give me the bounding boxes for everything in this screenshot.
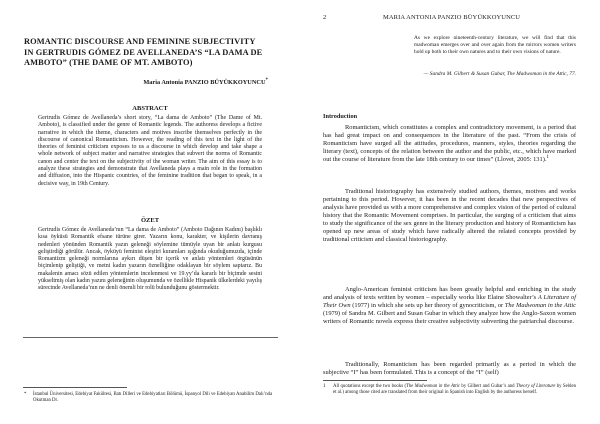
footnote-mark: * [24,392,27,397]
epigraph-quote: As we explore nineteenth-century literature, we will find that this madwoman emerges over and over again from the mirrors women writers hold up both to their own natures and to their own visions of nature. [414,35,576,55]
footnote-text [333,384,576,396]
epigraph-source: — Sandra M. Gilbert & Susan Gubar, The Madwoman in the Attic, 77. [423,71,576,77]
paragraph-3-text-c: (1979) of Sandra M. Gilbert and Susan Gubar in which they analyze how the Anglo-Saxon women writers of Romantic novels express their creative subjectivity subverting the patriarchal discourse. [323,310,576,326]
paragraph-3-text-b: (1977) in which she sets up her theory of gynocriticism, or [350,302,505,310]
ozet-text: Gertrudis Gómez de Avellaneda’nın “La dama de Amboto” (Amboto Dağının Kadını) başlıklı kısa öyküsü Romantik efsane türüne girer. Yazarın konu, karakter, ve kişilerin davranış nedenleri yönünden Romantik yazın geleneği söylemine tümüyle uyan bir anlatı kurgusu geliştirdiği görülür. Ancak, öyküyü feminist eleştiri kuramları ışığında okuduğumuzda, içinde Romantizm geleneği normlarına aykırı düşen bir içerik ve anlatı yöntemleri örgüsünün biçimlenip geliştiği, ve metni kadın yazarın öznelliğine odaklayan bir söylem saptarız. Bu makalenin amacı sözü edilen yöntemlerin incelenmesi ve 19.yy’da kararlı bir biçimde sesini yükseltmiş olan kadın yazını geleneğinin oluşumunda ve özellikle Hispanik ülkelerdeki yayılış sürecinde Avellaneda’nın ne denli önemli bir rolü bulunduğunu göstermektir. [38,227,262,292]
article-title: ROMANTIC DISCOURSE AND FEMININE SUBJECTIVITY IN GERTRUDIS GÓMEZ DE AVELLANEDA’S “LA DAMA DE AMBOTO” (THE DAME OF MT. AMBOTO) [24,37,263,67]
right-page [300,0,600,424]
paragraph-4-text: Traditionally, Romanticism has been regarded primarily as a period in which the subjective “I” has been formulated. This is a concept of the “I” (self) [323,361,576,377]
author-name-text: Maria Antonia PANZIO BÜYÜKKOYUNCU [143,79,266,87]
paragraph-4 [323,361,576,377]
footnote-ref-1[interactable]: 1 [546,155,549,161]
footnote-book-theory-of-literature: Theory of Literature [515,384,556,389]
paragraph-3-text-a: Anglo-American feminist criticism has been greatly helpful and enriching in the study and analysis of texts written by women – especially works like Elaine Showalter’s [323,286,576,302]
footnote-rule [323,380,427,381]
footnote-1 [323,384,576,396]
page-number: 2 [323,14,327,21]
introduction-heading: Introduction [323,113,358,120]
paragraph-1-text: Romanticism, which constitutes a complex and contradictory movement, is a period that has had great impact on and consequences in the literature of the past. “From the crisis of Romanticism have surged all the attitudes, procedures, manners, styles, theories regarding the literary (text), concepts of the relation between the author and the public, etc., which have marked out the course of literature from the late 18th century to our times” (Llovet, 2005: 131). [323,124,576,164]
paragraph-1 [323,124,576,164]
running-head: MARIA ANTONIA PANZIO BÜYÜKKOYUNCU [383,14,521,21]
footnote-rule [23,387,127,388]
paragraph-2 [323,188,576,244]
paragraph-3 [323,286,576,326]
abstract-text: Gertrudis Gómez de Avellaneda’s short story, “La dama de Amboto” (The Dame of Mt. Amboto), is classified under the genre of Romantic legends. The authoress develops a fictive narrative in which the theme, characters and motives inscribe themselves perfectly in the discourse of canonical Romanticism. However, the reading of this text in the light of the theories of feminist criticism exposes to us a discourse in which develop and take shape a whole network of subject matter and narrative strategies that subvert the norms of Romantic canon and center the text on the subjectivity of the woman writer. The aim of this essay is to analyze these strategies and demonstrate that Avellaneda plays a main role in the formation and diffusion, into the Hispanic countries, of the feminine tradition that began to speak, in a decisive way, in 19th Century. [38,115,262,187]
section-divider [23,337,278,338]
footnote-text-a: All quotations except the two books ( [333,384,407,389]
book-title-madwoman-in-the-attic: The Madwoman in the Attic [504,302,576,310]
ozet-heading: ÖZET [140,217,160,224]
footnote-text-c: by Selden et al.) among those cited are translated from their original in Spanish into English by the authoress herself. [333,384,576,396]
book-title-literature-of-their-own: A Literature of Their Own [323,294,576,310]
footnote-book-madwoman: The Madwoman in the Attic [406,384,461,389]
author-footnote-mark[interactable]: * [265,78,268,83]
paragraph-2-text: Traditional historiography has extensively studied authors, themes, motives and works pertaining to this period. However, it has been in the recent decades that new perspectives of analysis have provided us with a more comprehensive and complex vision of the period of cultural history that the Romantic Movement comprises. In particular, the surging of a criticism that aims to study the significance of the sex genre in the literary production and history of Romanticism has opened up new areas of study which have radically altered the related concepts provided by traditional criticism and classical historiography. [323,188,576,244]
abstract-heading: ABSTRACT [132,105,168,112]
footnote-mark: 1 [323,383,326,389]
author-footnote [24,392,280,404]
author-name [143,78,268,86]
footnote-text-b: by Gilbert and Gubar’s and [460,384,516,389]
footnote-text: İstanbul Üniversitesi, Edebiyat Fakültesi, Batı Dilleri ve Edebiyatları Bölümü, İspanyol Dili ve Edebiyatı Anabilim Dalı’nda Okutman Dr. [33,392,273,404]
